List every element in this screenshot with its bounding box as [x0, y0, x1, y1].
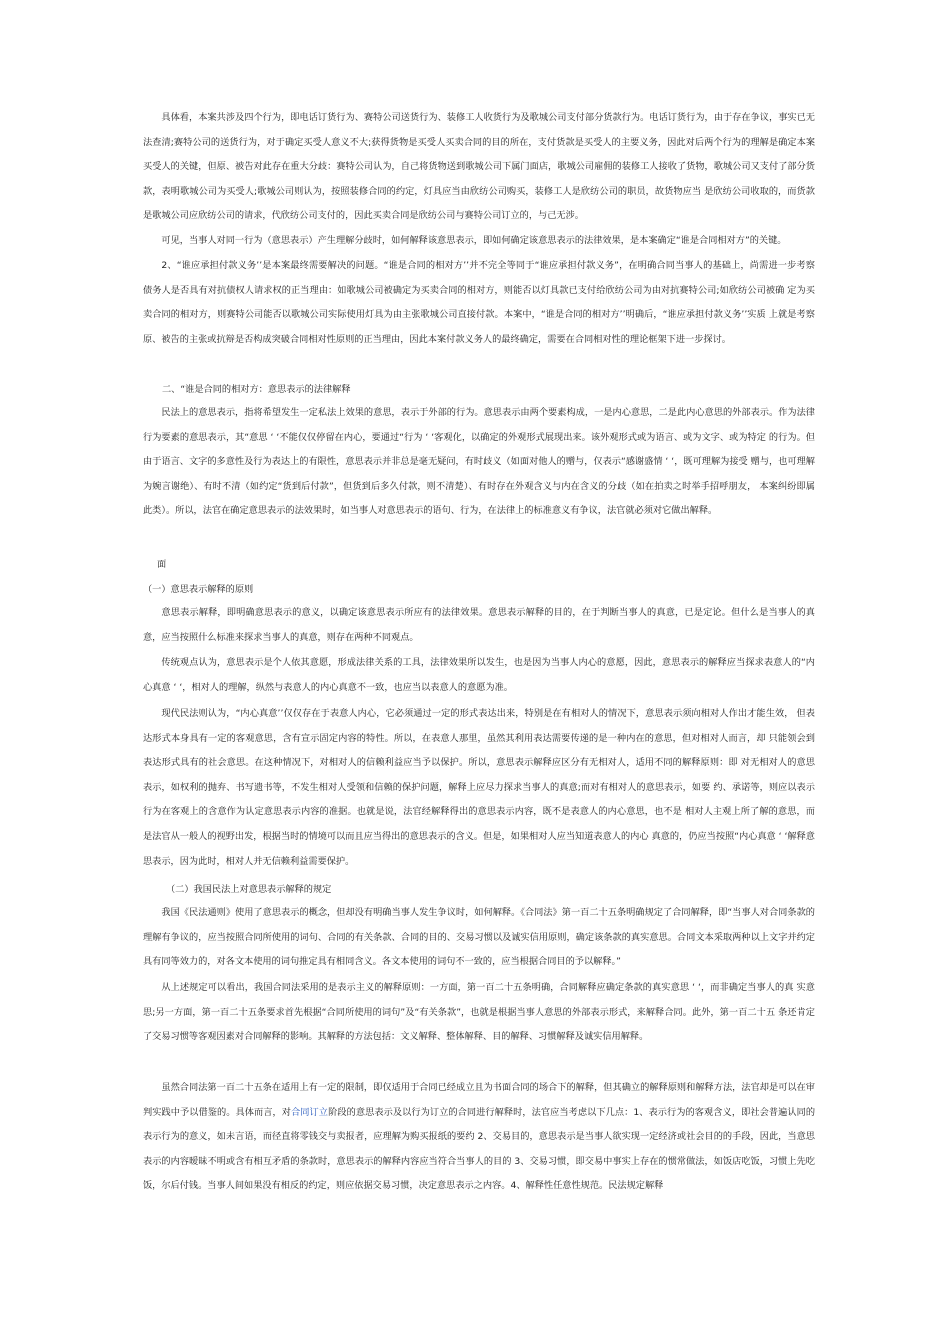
section-heading-2: 二、“谁是合同的相对方：意思表示的法律解释: [162, 384, 351, 395]
paragraph-10: [143, 1076, 815, 1199]
paragraph-10-part-b: 阶段的意思表示及以行为订立的合同进行解释时，法官应当考虑以下几点：1、表示行为的客观含义，即社会普遍认同的表示行为的意义，如未言语，而径直将零钱交与卖报者，应理解为购买报纸的要约 2、交易目的，意思表示是当事人欲实现一定经济或社会目的的手段，因此，当意思表示的内容暧昧不明或含有相互矛盾的条款时，意思表示的解释内容应当符合当事人的目的 3、交易习惯，即交易中事实上存在的惯常做法，如饭店吃饭，习惯上先吃饭，尔后付钱。当事人间如果没有相反的约定，则应依据交易习惯，决定意思表示之内容。4、解释性任意性规范。民法规定解释: [143, 1106, 816, 1192]
paragraph-10-part-a: 虽然合同法第一百二十五条在适用上有一定的限制，即仅适用于合同已经成立且为书面合同的场合下的解释，但其确立的解释原则和解释方法，法官却是可以在审判实践中予以借鉴的。具体而言，对: [143, 1082, 815, 1118]
paragraph-7: 现代民法则认为，“内心真意’’仅仅存在于表意人内心，它必须通过一定的形式表达出来，特别是在有相对人的情况下，意思表示须向相对人作出才能生效， 但表达形式本身具有一定的客观意思，含有宣示固定内容的特性。所以，在表意人那里，虽然其利用表达需要传递的是一种内在的意思，但对相对人而言，却 只能领会到表达形式具有的社会意思。在这种情况下，对相对人的信赖利益应当予以保护。所以，意思表示解释应区分有无相对人，适用不同的解释原则：即 对无相对人的意思表示，如权利的抛弃、书写遗书等，不发生相对人受领和信赖的保护问题，解释上应尽力探求当事人的真意;而对有相对人的意思表示，如要 约、承诺等，则应以表示行为在客观上的含意作为认定意思表示内容的准据。也就是说，法官经解释得出的意思表示内容，既不是表意人的内心意思，也不是 相对人主观上所了解的意思，而是法官从一般人的视野出发，根据当时的情境可以而且应当得出的意思表示的含义。但是，如果相对人应当知道表意人的内心 真意的，仍应当按照“内心真意 ‘ ‘解释意思表示，因为此时，相对人并无信赖利益需要保护。: [143, 708, 815, 867]
paragraph-9: 从上述规定可以看出，我国合同法采用的是表示主义的解释原则：一方面，第一百二十五条明确，合同解释应确定条款的真实意思 ‘ ‘，而非确定当事人的真 实意思;另一方面，第一百二十五条要求首先根据“合同所使用的词句”及“有关条款”，也就是根据当事人意思的外部表示形式，来解释合同。此外，第一百二十五 条还肯定了交易习惯等客观因素对合同解释的影响。其解释的方法包括：文义解释、整体解释、目的解释、习惯解释及诚实信用解释。: [143, 982, 815, 1043]
paragraph-4: 民法上的意思表示，指将希望发生一定私法上效果的意思，表示于外部的行为。意思表示由两个要素构成，一是内心意思，二是此内心意思的外部表示。作为法律行为要素的意思表示，其“意思 ‘ ‘不能仅仅停留在内心，要通过“行为 ‘ ‘客观化，以确定的外观形式展现出来。该外观形式或为语言、或为文字、或为特定 的行为。但由于语言、文字的多意性及行为表达上的有限性，意思表示并非总是毫无疑问，有时歧义（如面对他人的赠与，仅表示“感谢盛情 ‘ ‘，既可理解为接受 赠与，也可理解为婉言谢绝）、有时不清（如约定“货到后付款”，但货到后多久付款，则不清楚）、有时存在外观含义与内在含义的分歧（如在拍卖之时举手招呼朋友， 本案纠纷即属此类）。所以，法官在确定意思表示的法效果时，如当事人对意思表示的语句、行为，在法律上的标准意义有争议，法官就必须对它做出解释。: [143, 407, 815, 517]
subsection-heading-2: （二）我国民法上对意思表示解释的规定: [166, 884, 332, 895]
paragraph-1: 具体看，本案共涉及四个行为，即电话订货行为、赛特公司送货行为、装修工人收货行为及歌城公司支付部分货款行为。电话订货行为，由于存在争议，事实已无法查清;赛特公司的送货行为，对于确定买受人意义不大;获得货物是买受人买卖合同的目的所在，支付货款是买受人的主要义务，因此对后两个行为的理解是确定本案买受人的关键，但原、被告对此存在重大分歧：赛特公司认为，自己将货物送到歌城公司下属门面店，歌城公司雇佣的装修工人接收了货物，歌城公司又支付了部分货款，表明歌城公司为买受人;歌城公司则认为，按照装修合同的约定，灯具应当由欣纺公司购买，装修工人是欣纺公司的职员，故货物应当 是欣纺公司收取的，而货款是歌城公司应欣纺公司的请求，代欣纺公司支付的，因此买卖合同是欣纺公司与赛特公司订立的，与己无涉。: [143, 112, 815, 222]
paragraph-3: 2、“谁应承担付款义务’’是本案最终需要解决的问题。“谁是合同的相对方’’并不完全等同于“谁应承担付款义务”，在明确合同当事人的基础上，尚需进一步考察 债务人是否具有对抗债权人请求权的正当理由：如歌城公司被确定为买卖合同的相对方，则能否以灯具款已支付给欣纺公司为由对抗赛特公司;如欣纺公司被确 定为买卖合同的相对方，则赛特公司能否以歌城公司实际使用灯具为由主张歌城公司直接付款。本案中，“谁是合同的相对方’’明确后，“谁应承担付款义务’’实质 上就是考察原、被告的主张或抗辩是否构成突破合同相对性原则的正当理由，因此本案付款义务人的最终确定，需要在合同相对性的理论框架下进一步探讨。: [143, 260, 815, 345]
paragraph-5: 意思表示解释，即明确意思表示的意义，以确定该意思表示所应有的法律效果。意思表示解释的目的，在于判断当事人的真意，已是定论。但什么是当事人的真意，应当按照什么标准来探求当事人的真意，则存在两种不同观点。: [143, 607, 815, 643]
paragraph-2: 可见，当事人对同一行为（意思表示）产生理解分歧时，如何解释该意思表示，即如何确定该意思表示的法律效果，是本案确定“谁是合同相对方”的关键。: [161, 235, 787, 246]
contract-formation-link[interactable]: 合同订立: [291, 1106, 329, 1118]
stray-mark: 面: [157, 559, 167, 570]
subsection-heading-1: （一）意思表示解释的原则: [143, 584, 254, 595]
paragraph-6: 传统观点认为，意思表示是个人依其意愿，形成法律关系的工具，法律效果所以发生，也是因为当事人内心的意愿，因此，意思表示的解释应当探求表意人的“内心真意 ‘ ‘，相对人的理解，纵然与表意人的内心真意不一致，也应当以表意人的意愿为准。: [143, 657, 815, 693]
paragraph-8: 我国《民法通则》使用了意思表示的概念，但却没有明确当事人发生争议时，如何解释。《合同法》第一百二十五条明确规定了合同解释，即“当事人对合同条款的理解有争议的，应当按照合同所使用的词句、合同的有关条款、合同的目的、交易习惯以及诚实信用原则，确定该条款的真实意思。合同文本采取两种以上文字并约定具有同等效力的，对各文本使用的词句推定具有相同含义。各文本使用的词句不一致的，应当根据合同目的予以解释。”: [143, 907, 815, 968]
